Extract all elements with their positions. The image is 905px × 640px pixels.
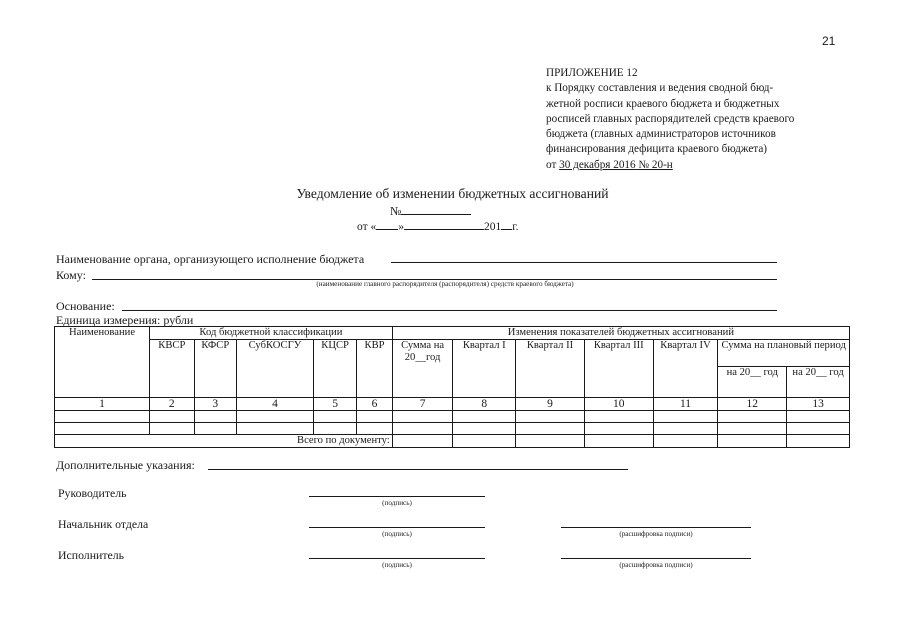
- sig-executor-decode-caption: (расшифровка подписи): [619, 561, 693, 569]
- appendix-date: [546, 158, 838, 173]
- sig-executor-sign-line[interactable]: [309, 558, 485, 559]
- table-cell[interactable]: [453, 423, 516, 435]
- table-cell[interactable]: [516, 411, 585, 423]
- notice-title: Уведомление об изменении бюджетных ассигнований: [296, 186, 609, 201]
- table-cell[interactable]: [392, 411, 453, 423]
- table-cell[interactable]: [453, 411, 516, 423]
- total-cell[interactable]: [516, 435, 585, 448]
- sig-dept-sign-caption: (подпись): [382, 530, 412, 538]
- total-row: [55, 435, 850, 448]
- page-number: 21: [822, 34, 836, 48]
- column-index: 5: [313, 398, 356, 411]
- sum-year-header: Сумма на 20__год: [392, 340, 453, 398]
- plan-year-header: на 20__ год: [718, 367, 787, 398]
- sig-dept-decode-caption: (расшифровка подписи): [619, 530, 693, 538]
- column-index: 13: [787, 398, 850, 411]
- extra-field[interactable]: [208, 469, 628, 470]
- appendix-line: жетной росписи краевого бюджета и бюджетных: [546, 97, 780, 110]
- table-cell[interactable]: [584, 423, 653, 435]
- table-row: [55, 411, 850, 423]
- code-header: КВР: [357, 340, 392, 398]
- total-cell[interactable]: [718, 435, 787, 448]
- code-header: КФСР: [194, 340, 236, 398]
- total-cell[interactable]: [392, 435, 453, 448]
- appendix-block: [546, 66, 838, 173]
- table-cell[interactable]: [55, 411, 150, 423]
- table-cell[interactable]: [357, 423, 392, 435]
- sig-head-sign-caption: (подпись): [382, 499, 412, 507]
- table-cell[interactable]: [718, 423, 787, 435]
- column-index: 3: [194, 398, 236, 411]
- table-cell[interactable]: [55, 423, 150, 435]
- basis-field[interactable]: [122, 310, 777, 311]
- notice-year-suffix: г.: [512, 221, 519, 233]
- notice-month-field[interactable]: [404, 218, 484, 230]
- appendix-line: бюджета (главных администраторов источников: [546, 128, 776, 141]
- table-index-row: [55, 398, 850, 411]
- extra-label: Дополнительные указания:: [56, 458, 195, 472]
- quarter-header: Квартал III: [584, 340, 653, 398]
- to-label: Кому:: [56, 268, 86, 282]
- sig-head-sign-line[interactable]: [309, 496, 485, 497]
- notice-year-text: 201: [484, 221, 502, 233]
- sig-executor-sign-caption: (подпись): [382, 561, 412, 569]
- table-cell[interactable]: [718, 411, 787, 423]
- table-header-row: [55, 327, 850, 340]
- notice-number-line: [390, 203, 471, 219]
- table-cell[interactable]: [516, 423, 585, 435]
- table-cell[interactable]: [653, 411, 718, 423]
- organ-field[interactable]: [391, 262, 777, 263]
- column-index: 8: [453, 398, 516, 411]
- unit-label: Единица измерения: рубли: [56, 313, 194, 327]
- table-row: [55, 423, 850, 435]
- table-cell[interactable]: [787, 411, 850, 423]
- column-index: 12: [718, 398, 787, 411]
- sig-dept-sign-line[interactable]: [309, 527, 485, 528]
- column-index: 1: [55, 398, 150, 411]
- column-index: 11: [653, 398, 718, 411]
- column-index: 4: [237, 398, 314, 411]
- appendix-date-prefix: от: [546, 158, 560, 171]
- sig-dept-label: Начальник отдела: [58, 517, 149, 531]
- table-cell[interactable]: [313, 411, 356, 423]
- table-cell[interactable]: [313, 423, 356, 435]
- sig-head-label: Руководитель: [58, 486, 127, 500]
- to-caption: (наименование главного распорядителя (распорядителя) средств краевого бюджета): [316, 280, 574, 288]
- table-cell[interactable]: [787, 423, 850, 435]
- table-cell[interactable]: [194, 423, 236, 435]
- table-cell[interactable]: [150, 423, 194, 435]
- col-name-header: Наименование: [55, 327, 150, 398]
- total-label: Всего по документу:: [55, 435, 393, 448]
- column-index: 7: [392, 398, 453, 411]
- table-header-row: [55, 340, 850, 367]
- table-cell[interactable]: [653, 423, 718, 435]
- column-index: 9: [516, 398, 585, 411]
- appendix-heading: ПРИЛОЖЕНИЕ 12: [546, 67, 638, 79]
- code-header: КВСР: [150, 340, 194, 398]
- sig-executor-label: Исполнитель: [58, 548, 124, 562]
- appendix-line: росписей главных распорядителей средств краевого: [546, 112, 795, 125]
- table-cell[interactable]: [194, 411, 236, 423]
- quarter-header: Квартал I: [453, 340, 516, 398]
- table-cell[interactable]: [150, 411, 194, 423]
- total-cell[interactable]: [653, 435, 718, 448]
- appendix-date-value: 30 декабря 2016: [559, 158, 636, 171]
- changes-group-header: Изменения показателей бюджетных ассигнований: [392, 327, 849, 340]
- basis-label: Основание:: [56, 299, 115, 313]
- table-cell[interactable]: [392, 423, 453, 435]
- table-cell[interactable]: [237, 423, 314, 435]
- appendix-number-value: № 20-н: [635, 158, 673, 171]
- code-header: КЦСР: [313, 340, 356, 398]
- sig-dept-decode-line[interactable]: [561, 527, 751, 528]
- notice-date-mid: »: [398, 221, 404, 233]
- appendix-line: финансирования дефицита краевого бюджета): [546, 143, 768, 156]
- total-cell[interactable]: [787, 435, 850, 448]
- column-index: 6: [357, 398, 392, 411]
- code-group-header: Код бюджетной классификации: [150, 327, 393, 340]
- sig-executor-decode-line[interactable]: [561, 558, 751, 559]
- plan-period-header: Сумма на плановый период: [718, 340, 850, 367]
- allocation-table: [54, 326, 850, 448]
- column-index: 2: [150, 398, 194, 411]
- notice-day-field[interactable]: [376, 218, 398, 230]
- appendix-line: к Порядку составления и ведения сводной бюд-: [546, 82, 774, 95]
- code-header: СубКОСГУ: [237, 340, 314, 398]
- notice-number-field[interactable]: [401, 203, 471, 215]
- notice-date-line: [357, 218, 519, 233]
- quarter-header: Квартал IV: [653, 340, 718, 398]
- plan-year-header: на 20__ год: [787, 367, 850, 398]
- notice-year-field[interactable]: [501, 218, 512, 230]
- quarter-header: Квартал II: [516, 340, 585, 398]
- total-cell[interactable]: [453, 435, 516, 448]
- column-index: 10: [584, 398, 653, 411]
- total-cell[interactable]: [584, 435, 653, 448]
- table-cell[interactable]: [237, 411, 314, 423]
- table-cell[interactable]: [584, 411, 653, 423]
- notice-number-label: №: [390, 204, 402, 218]
- organ-label: Наименование органа, организующего исполнение бюджета: [56, 252, 365, 266]
- table-cell[interactable]: [357, 411, 392, 423]
- notice-date-prefix: от «: [357, 221, 377, 233]
